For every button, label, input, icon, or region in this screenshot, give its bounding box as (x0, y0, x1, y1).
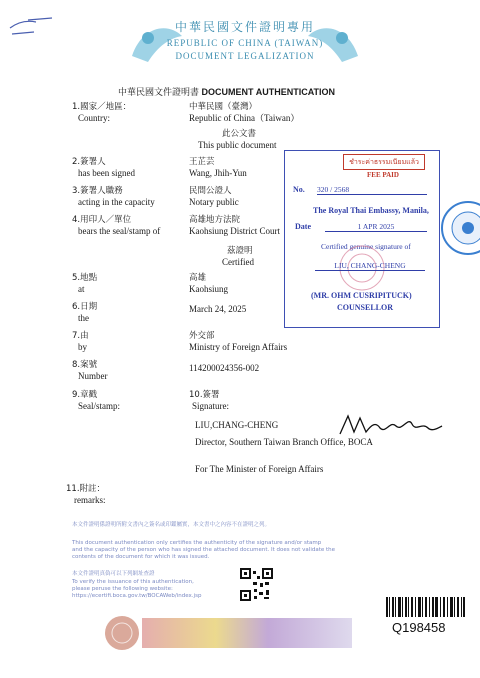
field-7-label-zh: 7.由 (72, 331, 89, 341)
field-11-label-en: remarks: (74, 495, 106, 505)
footer-en-2: and the capacity of the person who has signed the attached document. It does not validate the (72, 547, 336, 553)
field-8-label-zh: 8.案號 (72, 360, 98, 370)
header-title-zh: 中華民國文件證明專用 (174, 20, 315, 34)
field-3-value-en: Notary public (189, 197, 239, 207)
field-4-label-en: bears the seal/stamp of (78, 226, 161, 236)
footer-url[interactable]: https://ecertifi.boca.gov.tw/BOCAWeb/index.jsp (72, 593, 202, 599)
stamp-name: LIU, CHANG-CHENG (315, 261, 425, 271)
field-3-label-zh: 3.簽署人職務 (72, 186, 123, 196)
field-3-value-zh: 民間公證人 (189, 186, 232, 196)
handwritten-mark (8, 14, 58, 36)
field-7-value-en: Ministry of Foreign Affairs (189, 342, 288, 352)
field-10-label-en: Signature: (192, 401, 229, 411)
document-title (118, 85, 335, 98)
header-subtitle-en: DOCUMENT LEGALIZATION (175, 51, 315, 61)
round-seal-icon (440, 188, 480, 268)
field-11-label-zh: 11.附註： (66, 484, 106, 494)
field-4-label-zh: 4.用印人／單位 (72, 215, 132, 225)
field-9-label-zh: 9.章戳 (72, 390, 98, 400)
field-2-value-en: Wang, Jhih-Yun (189, 168, 247, 178)
field-8-value: 114200024356-002 (189, 363, 260, 373)
field-8-label-en: Number (78, 371, 108, 381)
field-3-label-en: acting in the capacity (78, 197, 155, 207)
footer-en-4: To verify the issuance of this authentication, (72, 579, 194, 585)
field-7-value-zh: 外交部 (189, 331, 215, 341)
stamp-no-label: No. (293, 185, 305, 194)
footer-en-1: This document authentication only certifies the authenticity of the signature and/or stamp (72, 540, 322, 546)
footer-en-3: contents of the document for which it was issued. (72, 554, 210, 560)
for-minister: For The Minister of Foreign Affairs (195, 464, 324, 474)
field-4-value-en: Kaohsiung District Court (189, 226, 280, 236)
header-title-en: REPUBLIC OF CHINA (TAIWAN) (166, 38, 324, 48)
field-5-value-zh: 高雄 (189, 273, 207, 283)
qr-code-icon[interactable] (240, 568, 273, 601)
field-9-label-en: Seal/stamp: (78, 401, 120, 411)
field-1-value-zh: 中華民國（臺灣） (189, 102, 258, 112)
footer-zh-2: 本文件證明真偽可以下列網址查證 (72, 571, 155, 577)
field-4-value-zh: 高雄地方法院 (189, 215, 241, 225)
certified-zh: 茲證明 (227, 246, 253, 256)
certified-en: Certified (222, 257, 254, 267)
signature-mark (336, 410, 446, 440)
field-2-label-en: has been signed (78, 168, 135, 178)
thai-fee-box: ชำระค่าธรรมเนียมแล้ว (343, 154, 425, 170)
stamp-date-label: Date (295, 222, 311, 231)
title-en: DOCUMENT AUTHENTICATION (201, 87, 336, 97)
field-1-label-zh: 1.國家／地區： (72, 102, 132, 112)
field-6-label-zh: 6.日期 (72, 302, 98, 312)
field-5-label-zh: 5.地點 (72, 273, 98, 283)
field-5-label-en: at (78, 284, 85, 294)
field-2-value-zh: 王芷芸 (189, 157, 215, 167)
fee-paid-text: FEE PAID (367, 171, 399, 179)
field-5-value-en: Kaohsiung (189, 284, 228, 294)
field-10-label-zh: 10.簽署 (189, 390, 220, 400)
stamp-certified: Certified genuine signature of (321, 242, 411, 251)
embassy-stamp (284, 150, 440, 328)
legalization-header (130, 12, 360, 70)
stamp-officer: (MR. OHM CUSRIPITUCK) (311, 291, 412, 300)
stamp-no-value: 320 / 2568 (317, 185, 427, 195)
title-zh: 中華民國文件證明書 (118, 88, 200, 98)
signer-name: LIU,CHANG-CHENG (195, 420, 279, 430)
field-1-value-en: Republic of China（Taiwan） (189, 113, 300, 123)
field-6-label-en: the (78, 313, 89, 323)
field-6-value: March 24, 2025 (189, 304, 247, 314)
this-document-zh: 此公文書 (222, 129, 257, 139)
barcode-icon (386, 597, 466, 617)
this-document-en: This public document (198, 140, 277, 150)
field-7-label-en: by (78, 342, 87, 352)
field-2-label-zh: 2.簽署人 (72, 157, 106, 167)
footer-zh-1: 本文件證明係證明所附文書內之簽名或印鑑屬實，本文書中之內容不在證明之列。 (72, 522, 271, 528)
stamp-date-value: 1 APR 2025 (325, 222, 427, 232)
signer-title: Director, Southern Taiwan Branch Office, BOCA (195, 437, 373, 447)
security-band (102, 612, 352, 652)
field-1-label-en: Country: (78, 113, 111, 123)
stamp-position: COUNSELLOR (337, 303, 394, 312)
footer-en-5: please peruse the following website: (72, 586, 173, 592)
serial-number: Q198458 (392, 620, 446, 635)
stamp-embassy: The Royal Thai Embassy, Manila, (313, 206, 429, 215)
